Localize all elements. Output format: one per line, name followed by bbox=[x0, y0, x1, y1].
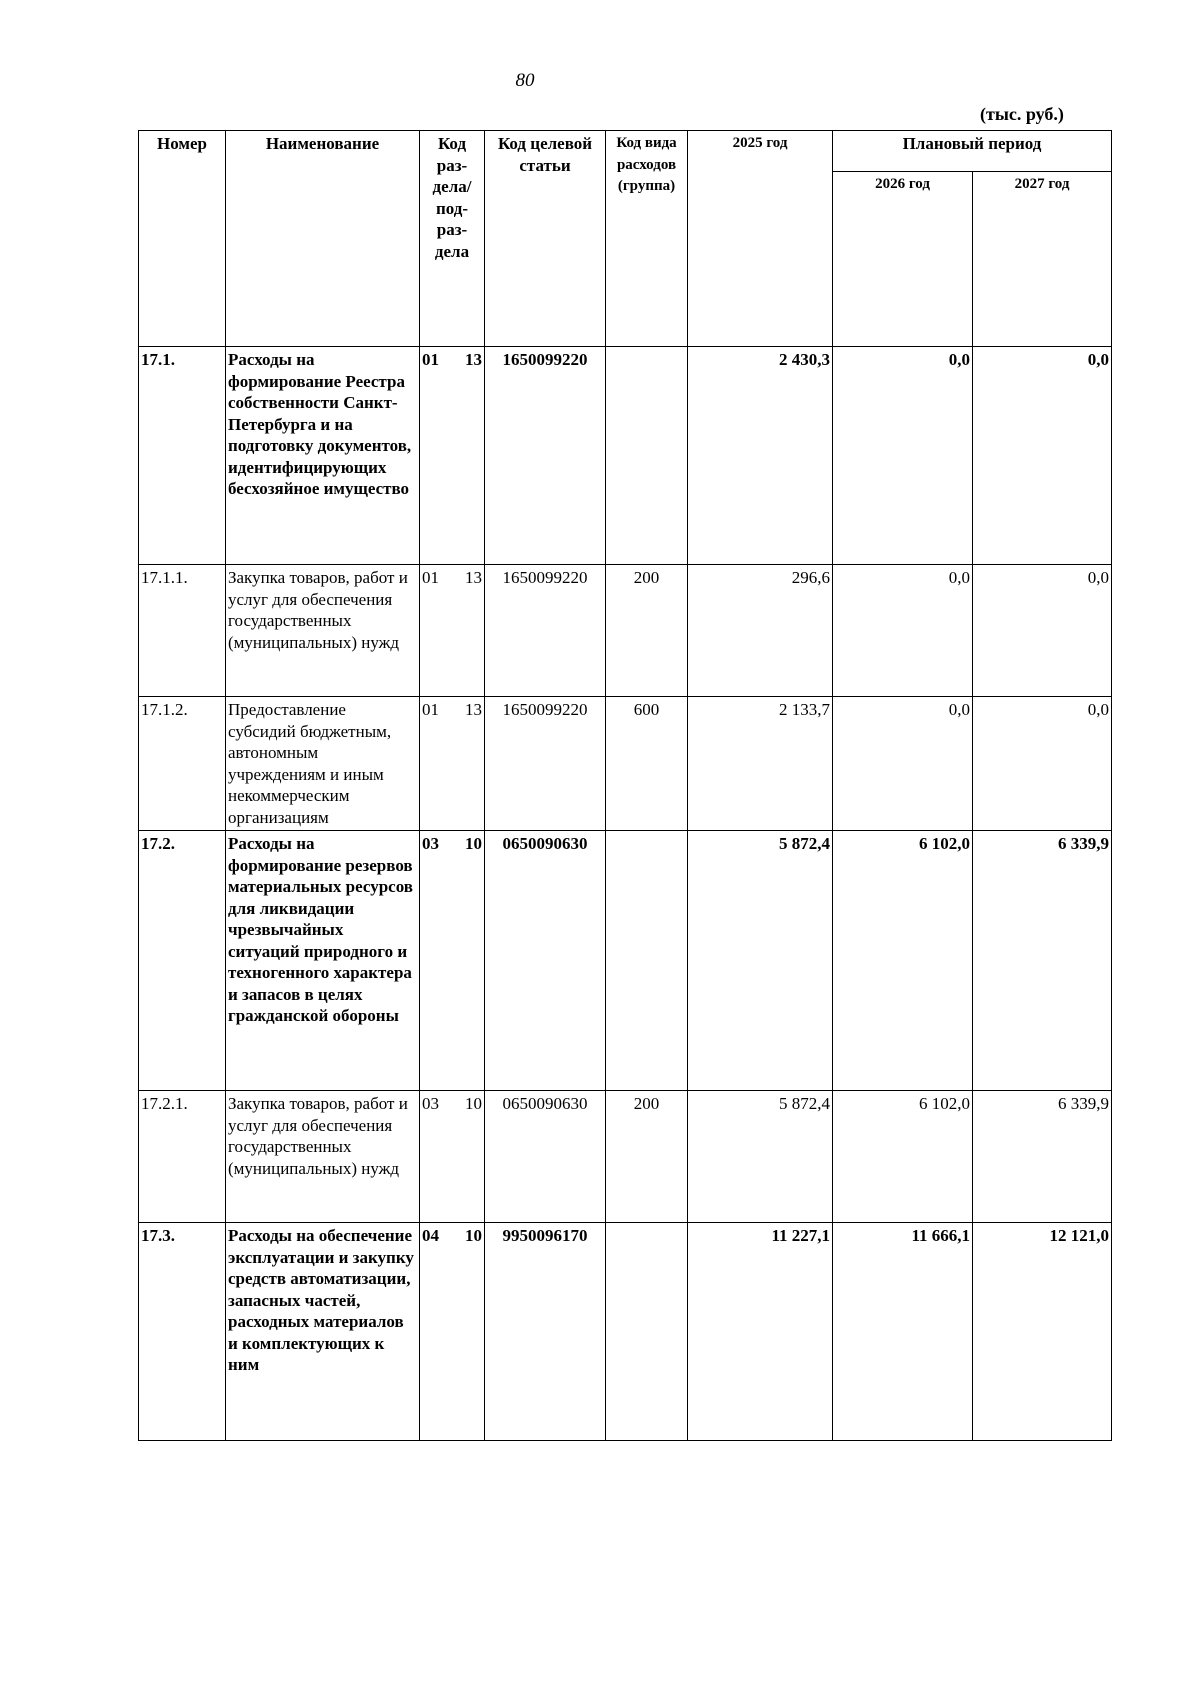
row-name: Закупка товаров, работ и услуг для обеспечения государственных (муниципальных) нужд bbox=[226, 1091, 420, 1223]
row-expense-type: 600 bbox=[606, 697, 688, 831]
row-2025: 5 872,4 bbox=[688, 1091, 833, 1223]
row-number: 17.3. bbox=[139, 1223, 226, 1441]
row-2025: 296,6 bbox=[688, 565, 833, 697]
row-section-code bbox=[420, 347, 485, 565]
row-2026: 6 102,0 bbox=[833, 831, 973, 1091]
row-subsection: 13 bbox=[465, 350, 482, 369]
header-name: Наименование bbox=[226, 131, 420, 347]
table-row bbox=[139, 1223, 1112, 1441]
row-expense-type bbox=[606, 831, 688, 1091]
row-2026: 0,0 bbox=[833, 347, 973, 565]
row-expense-type: 200 bbox=[606, 565, 688, 697]
row-subsection: 13 bbox=[465, 700, 482, 719]
row-2027: 12 121,0 bbox=[973, 1223, 1112, 1441]
row-2026: 6 102,0 bbox=[833, 1091, 973, 1223]
row-expense-type bbox=[606, 347, 688, 565]
row-target-code: 9950096170 bbox=[485, 1223, 606, 1441]
row-section: 01 bbox=[422, 700, 439, 719]
row-number: 17.2.1. bbox=[139, 1091, 226, 1223]
row-number: 17.1.2. bbox=[139, 697, 226, 831]
table-row bbox=[139, 565, 1112, 697]
row-target-code: 1650099220 bbox=[485, 565, 606, 697]
row-2027: 0,0 bbox=[973, 697, 1112, 831]
row-name: Расходы на формирование резервов материальных ресурсов для ликвидации чрезвычайных ситуаций природного и техногенного характера и запасов в целях гражданской обороны bbox=[226, 831, 420, 1091]
row-section-code bbox=[420, 697, 485, 831]
header-row bbox=[139, 131, 1112, 172]
row-name: Расходы на формирование Реестра собственности Санкт-Петербурга и на подготовку документов, идентифицирующих бесхозяйное имущество bbox=[226, 347, 420, 565]
row-name: Расходы на обеспечение эксплуатации и закупку средств автоматизации, запасных частей, расходных материалов и комплектующих к ним bbox=[226, 1223, 420, 1441]
row-2025: 11 227,1 bbox=[688, 1223, 833, 1441]
row-target-code: 1650099220 bbox=[485, 697, 606, 831]
row-2025: 5 872,4 bbox=[688, 831, 833, 1091]
row-number: 17.2. bbox=[139, 831, 226, 1091]
header-number: Номер bbox=[139, 131, 226, 347]
row-target-code: 0650090630 bbox=[485, 831, 606, 1091]
row-subsection: 13 bbox=[465, 568, 482, 587]
row-2025: 2 133,7 bbox=[688, 697, 833, 831]
header-section-code-text: Код раз-дела/ под-раз-дела bbox=[432, 134, 472, 261]
row-2026: 11 666,1 bbox=[833, 1223, 973, 1441]
row-number: 17.1.1. bbox=[139, 565, 226, 697]
header-year-2025: 2025 год bbox=[688, 131, 833, 347]
row-section-code bbox=[420, 1223, 485, 1441]
row-2027: 6 339,9 bbox=[973, 831, 1112, 1091]
row-section: 01 bbox=[422, 568, 439, 587]
row-section-code bbox=[420, 1091, 485, 1223]
row-section-code bbox=[420, 831, 485, 1091]
row-2027: 0,0 bbox=[973, 565, 1112, 697]
row-2025: 2 430,3 bbox=[688, 347, 833, 565]
header-year-2026: 2026 год bbox=[833, 172, 973, 347]
header-section-code bbox=[420, 131, 485, 347]
header-target-code: Код целевой статьи bbox=[485, 131, 606, 347]
row-section-code bbox=[420, 565, 485, 697]
row-number: 17.1. bbox=[139, 347, 226, 565]
row-subsection: 10 bbox=[465, 834, 482, 853]
row-subsection: 10 bbox=[465, 1094, 482, 1113]
row-2026: 0,0 bbox=[833, 697, 973, 831]
row-expense-type: 200 bbox=[606, 1091, 688, 1223]
row-section: 03 bbox=[422, 1094, 439, 1113]
row-expense-type bbox=[606, 1223, 688, 1441]
row-subsection: 10 bbox=[465, 1226, 482, 1245]
row-2027: 6 339,9 bbox=[973, 1091, 1112, 1223]
header-expense-type: Код вида расходов (группа) bbox=[606, 131, 688, 347]
table-row bbox=[139, 831, 1112, 1091]
page-number: 80 bbox=[515, 70, 535, 91]
row-section: 04 bbox=[422, 1226, 439, 1245]
row-section: 03 bbox=[422, 834, 439, 853]
header-year-2027: 2027 год bbox=[973, 172, 1112, 347]
row-2026: 0,0 bbox=[833, 565, 973, 697]
table-row bbox=[139, 697, 1112, 831]
row-2027: 0,0 bbox=[973, 347, 1112, 565]
row-target-code: 1650099220 bbox=[485, 347, 606, 565]
table-row bbox=[139, 1091, 1112, 1223]
header-plan-period: Плановый период bbox=[833, 131, 1112, 172]
units-label: (тыс. руб.) bbox=[980, 104, 1064, 124]
budget-table bbox=[138, 130, 1112, 1441]
row-name: Предоставление субсидий бюджетным, автономным учреждениям и иным некоммерческим организациям bbox=[226, 697, 420, 831]
row-name: Закупка товаров, работ и услуг для обеспечения государственных (муниципальных) нужд bbox=[226, 565, 420, 697]
table-row bbox=[139, 347, 1112, 565]
row-section: 01 bbox=[422, 350, 439, 369]
row-target-code: 0650090630 bbox=[485, 1091, 606, 1223]
